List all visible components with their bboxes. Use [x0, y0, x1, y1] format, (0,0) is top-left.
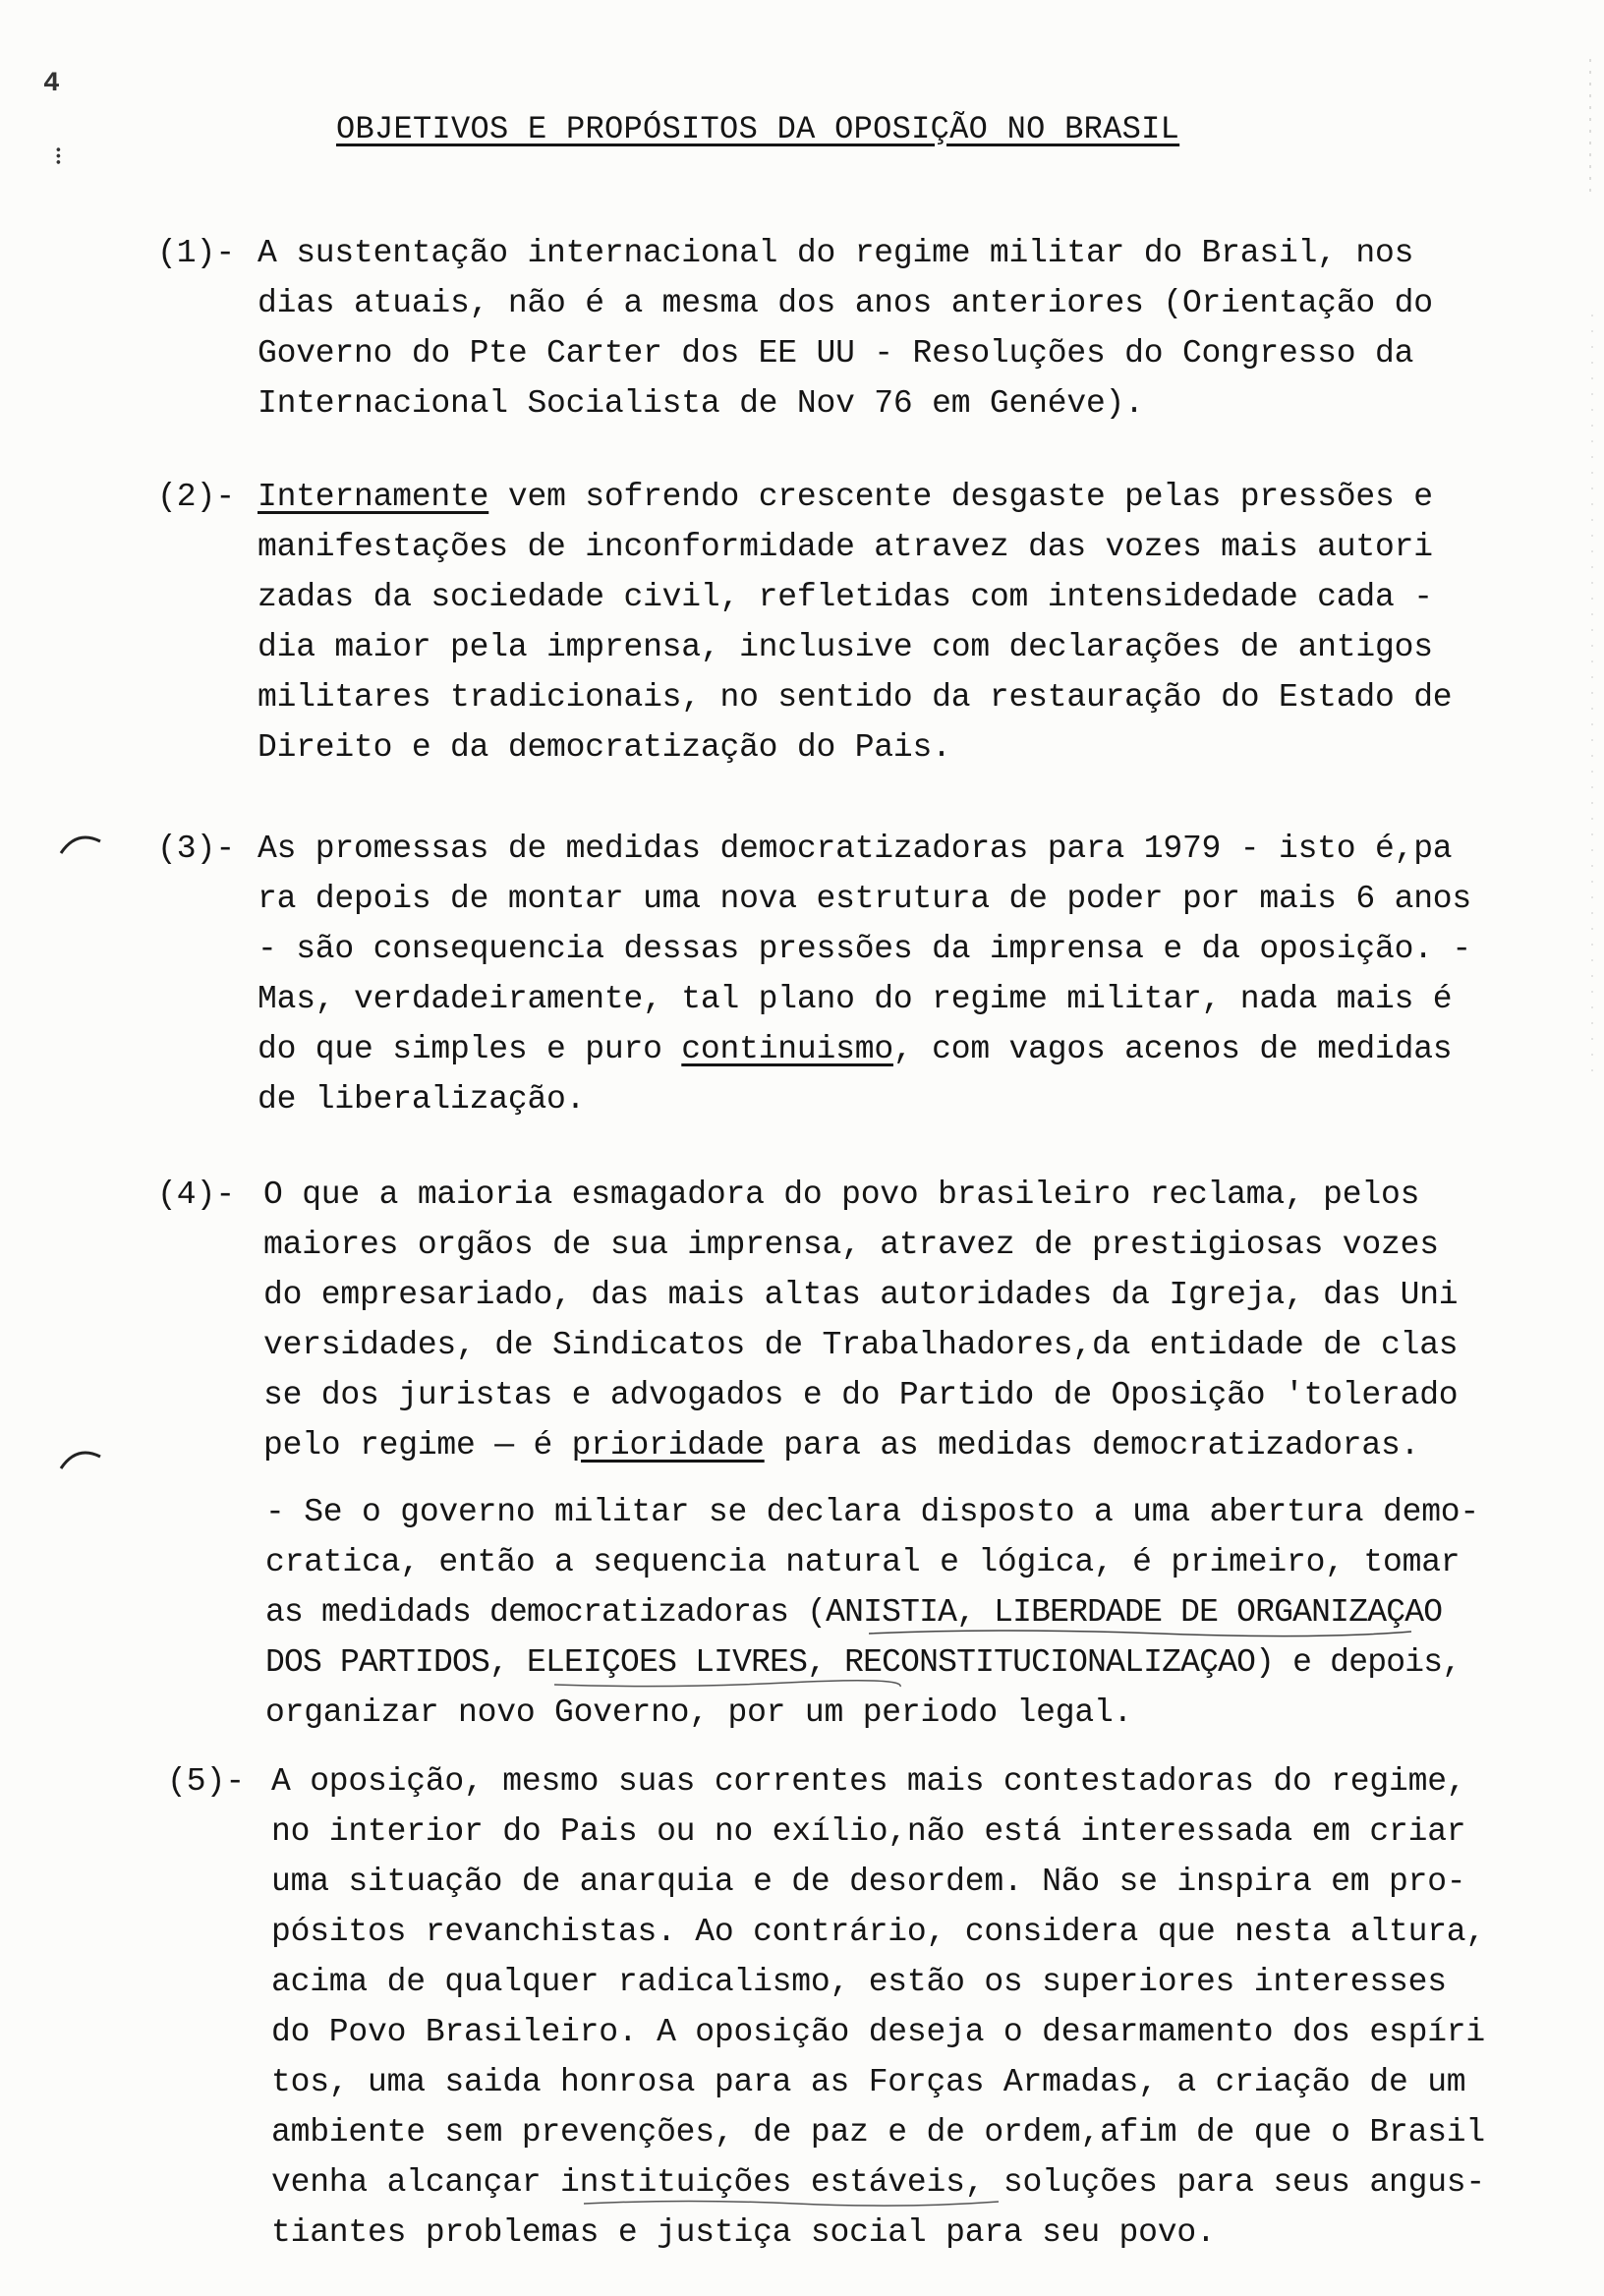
paragraph-number: (4)- — [157, 1177, 236, 1213]
line-text: vem sofrendo crescente desgaste pelas pressões e — [507, 479, 1433, 515]
paragraph-line: acima de qualquer radicalismo, estão os superiores interesses — [271, 1964, 1447, 2000]
paragraph-line: de liberalização. — [258, 1081, 586, 1118]
margin-mark-dots: ••• — [49, 145, 65, 165]
paragraph-number: (1)- — [157, 235, 236, 271]
paragraph-line: cratica, então a sequencia natural e lógica, é primeiro, tomar — [265, 1544, 1461, 1580]
paragraph-line: venha alcançar instituições estáveis, soluções para seus angus- — [271, 2164, 1486, 2201]
paragraph-line — [258, 1024, 1452, 1074]
handwritten-underline — [550, 1679, 904, 1693]
paragraph-line: A oposição, mesmo suas correntes mais contestadoras do regime, — [271, 1763, 1466, 1800]
margin-arc-mark — [57, 1443, 106, 1472]
paragraph-number: (2)- — [157, 479, 236, 515]
paragraph-line: pósitos revanchistas. Ao contrário, considera que nesta altura, — [271, 1914, 1486, 1950]
underlined-word: Internamente — [258, 479, 489, 515]
paragraph-line: no interior do Pais ou no exílio,não está interessada em criar — [271, 1813, 1466, 1850]
paragraph-line: manifestações de inconformidade atravez das vozes mais autori — [258, 529, 1433, 565]
scan-edge-artifact — [1584, 0, 1604, 2296]
paragraph-number: (5)- — [167, 1763, 246, 1800]
paragraph-line: militares tradicionais, no sentido da restauração do Estado de — [258, 679, 1453, 716]
line-text: para as medidas democratizadoras. — [764, 1427, 1420, 1464]
paragraph-line: A sustentação internacional do regime militar do Brasil, nos — [258, 235, 1414, 271]
paragraph-line: - são consequencia dessas pressões da imprensa e da oposição. - — [258, 931, 1472, 967]
underlined-word: prioridade — [571, 1427, 765, 1464]
paragraph-line: uma situação de anarquia e de desordem. Não se inspira em pro- — [271, 1864, 1466, 1900]
paragraph-line: tos, uma saida honrosa para as Forças Armadas, a criação de um — [271, 2064, 1466, 2100]
paragraph-line: maiores orgãos de sua imprensa, atravez de prestigiosas vozes — [263, 1227, 1439, 1263]
paragraph-line: as medidads democratizadoras (ANISTIA, LIBERDADE DE ORGANIZAÇAO — [265, 1594, 1443, 1631]
paragraph-line: do empresariado, das mais altas autoridades da Igreja, das Uni — [263, 1277, 1459, 1313]
paragraph-line — [263, 1420, 1419, 1470]
paragraph-line: Mas, verdadeiramente, tal plano do regime militar, nada mais é — [258, 981, 1453, 1017]
paragraph-line: zadas da sociedade civil, refletidas com intensidedade cada - — [258, 579, 1433, 615]
paragraph-line: se dos juristas e advogados e do Partido de Oposição 'tolerado — [263, 1377, 1459, 1413]
line-text: do que simples e puro — [258, 1031, 682, 1067]
handwritten-underline — [865, 1626, 1415, 1639]
paragraph-line: organizar novo Governo, por um periodo legal. — [265, 1694, 1133, 1731]
paragraph-line: Governo do Pte Carter dos EE UU - Resoluções do Congresso da — [258, 335, 1414, 372]
paragraph-number: (3)- — [157, 831, 236, 867]
margin-mark-number: 4 — [43, 69, 60, 99]
paragraph-line: do Povo Brasileiro. A oposição deseja o desarmamento dos espíri — [271, 2014, 1486, 2050]
paragraph-line: O que a maioria esmagadora do povo brasileiro reclama, pelos — [263, 1177, 1420, 1213]
line-text: , com vagos acenos de medidas — [892, 1031, 1453, 1067]
paragraph-line: ambiente sem prevenções, de paz e de ordem,afim de que o Brasil — [271, 2114, 1486, 2151]
paragraph-line — [258, 472, 1433, 522]
paragraph-line: ra depois de montar uma nova estrutura de poder por mais 6 anos — [258, 881, 1472, 917]
paragraph-line: versidades, de Sindicatos de Trabalhadores,da entidade de clas — [263, 1327, 1459, 1363]
paragraph-line: DOS PARTIDOS, ELEIÇOES LIVRES, RECONSTITUCIONALIZAÇAO) e depois, — [265, 1644, 1461, 1681]
line-text: pelo regime — é — [263, 1427, 572, 1464]
paragraph-line: dias atuais, não é a mesma dos anos anteriores (Orientação do — [258, 285, 1433, 321]
page-title: OBJETIVOS E PROPÓSITOS DA OPOSIÇÃO NO BRASIL — [336, 111, 1180, 147]
paragraph-line: Direito e da democratização do Pais. — [258, 729, 951, 766]
paragraph-line: Internacional Socialista de Nov 76 em Genéve). — [258, 385, 1144, 422]
paragraph-line: As promessas de medidas democratizadoras para 1979 - isto é,pa — [258, 831, 1453, 867]
paragraph-line: tiantes problemas e justiça social para seu povo. — [271, 2214, 1216, 2251]
margin-arc-mark — [57, 828, 106, 857]
paragraph-line: - Se o governo militar se declara disposto a uma abertura demo- — [265, 1494, 1480, 1530]
underlined-word: continuismo — [681, 1031, 893, 1067]
handwritten-underline — [580, 2196, 1002, 2210]
paragraph-line: dia maior pela imprensa, inclusive com declarações de antigos — [258, 629, 1433, 665]
